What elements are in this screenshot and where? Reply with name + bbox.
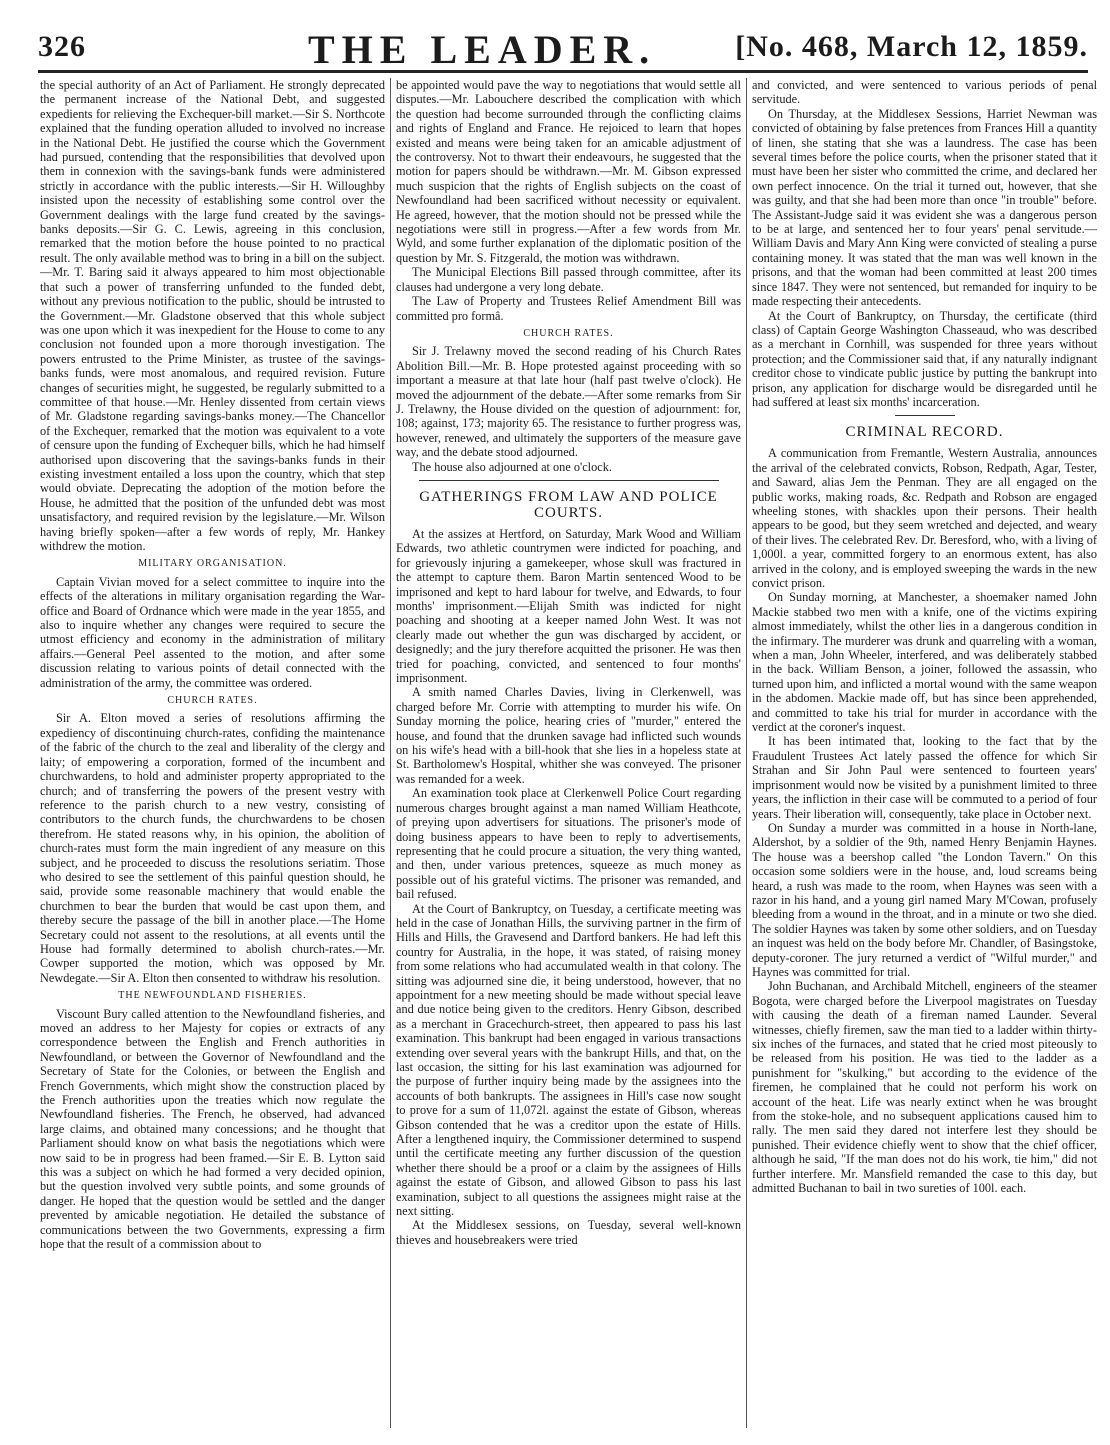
section-subheading: CHURCH RATES.	[167, 695, 258, 707]
article-paragraph: The Municipal Elections Bill passed through committee, after its clauses had undergone a very long debate.	[396, 265, 741, 294]
article-paragraph: At the Court of Bankruptcy, on Thursday, the certificate (third class) of Captain George Washington Chasseaud, who was described as a merchant in Cornhill, was suspended for three years without protection; and the Commissioner said that, if any naturally indignant creditor chose to vindicate public justice by putting the bankrupt into prison, any application for discharge would be disregarded until he had suffered at least six months' incarceration.	[752, 308, 1097, 409]
article-paragraph: The house also adjourned at one o'clock.	[412, 459, 612, 474]
column-1	[40, 78, 385, 1433]
article-paragraph: It has been intimated that, looking to the fact that by the Fraudulent Trustees Act lately passed the offence for which Sir Strahan and Sir John Paul were sentenced to fourteen years' imprisonment would now be visited by a punishment limited to three years, the infliction in their case will be commuted to a period of four years. Their liberation will, consequently, take place in October next.	[752, 734, 1097, 821]
article-paragraph: The Law of Property and Trustees Relief Amendment Bill was committed pro formâ.	[396, 294, 741, 323]
section-subheading: THE NEWFOUNDLAND FISHERIES.	[118, 990, 307, 1002]
article-paragraph: On Sunday a murder was committed in a house in North-lane, Aldershot, by a soldier of the 9th, named Henry Benjamin Haynes. The house was a beershop called "the London Tavern." On this occasion some soldiers were in the house, and, loud screams being heard, a rush was made to the room, when Haynes was seen with a razor in his hand, and a young girl named Mary M'Cowan, profusely bleeding from a wound in the throat, and in a minute or two she died. The soldier Haynes was taken by some other soldiers, and on Tuesday an inquest was held on the body before Mr. Chandler, of Basingstoke, deputy-coroner. The jury returned a verdict of "Wilful murder," and Haynes was committed for trial.	[752, 820, 1097, 979]
article-paragraph: Sir J. Trelawny moved the second reading of his Church Rates Abolition Bill.—Mr. B. Hope protested against proceeding with so important a measure at that late hour (half past twelve o'clock). He moved the adjournment of the debate.—After some remarks from Sir J. Trelawny, the House divided on the question of adjournment: for, 108; against, 173; majority 65. The resistance to further progress was, however, renewed, and ultimately the supporters of the measure gave way, and the debate stood adjourned.	[396, 344, 741, 460]
column-divider	[746, 78, 747, 1428]
issue-info: [No. 468, March 12, 1859.	[735, 30, 1088, 63]
section-heading: CRIMINAL RECORD.	[845, 424, 1004, 441]
article-paragraph: Captain Vivian moved for a select committee to inquire into the effects of the alterations in military organisation regarding the War-office and Board of Ordnance which were made in the year 1855, and also to inquire whether any changes were required to secure the utmost efficiency and economy in the administration of military affairs.—General Peel assented to the motion, and after some discussion relating to various points of detail connected with the administration of the army, the committee was ordered.	[40, 574, 385, 690]
section-heading: GATHERINGS FROM LAW AND POLICE COURTS.	[419, 488, 718, 521]
article-paragraph: A smith named Charles Davies, living in Clerkenwell, was charged before Mr. Corrie with attempting to murder his wife. On Sunday morning the police, hearing cries of "murder," entered the house, and found that the drunken savage had inflicted such wounds on his wife's head with a bill-hook that she lies in a hopeless state at St. Bartholomew's Hospital, whither she was conveyed. The prisoner was remanded for a week.	[396, 685, 741, 786]
section-subheading: CHURCH RATES.	[523, 327, 614, 339]
column-divider	[390, 78, 391, 1428]
article-paragraph: Sir A. Elton moved a series of resolutions affirming the expediency of discontinuing church-rates, confiding the maintenance of the fabric of the church to the zeal and liberality of the clergy and laity; of empowering a corporation, formed of the incumbent and churchwardens, to hold and administer property appropriated to the church; and of transferring the powers of the present vestry with reference to the parish church to a new vestry, consisting of contributors to the church funds, the churchwardens to be chosen therefrom. He stated reasons why, in his opinion, the abolition of church-rates must form the main ingredient of any measure on this subject, and he proceeded to discuss the resolutions seriatim. Those who desired to see the settlement of this painful question should, he said, provide some reasonable machinery that would enable the churchmen to bear the burden that would be cast upon them, and thereby secure the passage of the bill in another place.—The Home Secretary could not assent to the resolutions, at all events until the House had formally determined to abolish church-rates.—Mr. Cowper supported the motion, which was opposed by Mr. Newdegate.—Sir A. Elton then consented to withdraw his resolution.	[40, 711, 385, 985]
column-2	[396, 78, 741, 1433]
article-paragraph: A communication from Fremantle, Western Australia, announces the arrival of the celebrated convicts, Robson, Redpath, Agar, Tester, and Saward, alias Jem the Penman. They are all engaged on the public works, making roads, &c. Redpath and Robson are engaged wheeling stones, with shackles upon their persons. Their health appears to be good, but they seem wretched and dejected, and weary of their lives. The celebrated Rev. Dr. Beresford, who, with a living of 1,000l. a year, committed forgery to an enormous extent, has also arrived in the colony, and is employed sweeping the wards in the new convict prison.	[752, 446, 1097, 590]
article-paragraph: and convicted, and were sentenced to various periods of penal servitude.	[752, 78, 1097, 107]
article-paragraph: At the Middlesex sessions, on Tuesday, several well-known thieves and housebreakers were tried	[396, 1218, 741, 1247]
masthead	[38, 22, 1088, 70]
section-rule	[419, 480, 719, 481]
article-paragraph: On Sunday morning, at Manchester, a shoemaker named John Mackie stabbed two men with a knife, one of the victims expiring almost immediately, whilst the other lies in a dangerous condition in the infirmary. The murderer was drunk and quarreling with a woman, when a man, John Wheeler, interfered, and was deliberately stabbed in the back. William Benson, a joiner, followed the assassin, who turned upon him, and inflicted a mortal wound with the same weapon in the abdomen. Mackie made off, but has since been apprehended, and committed to take his trial for murder in accordance with the verdict at the coroner's inquest.	[752, 590, 1097, 735]
column-3	[752, 78, 1097, 1433]
article-paragraph: be appointed would pave the way to negotiations that would settle all disputes.—Mr. Labouchere described the complication with which the question had become surrounded through the conflicting claims and rights of England and France. He rejoiced to learn that hopes existed and means were being taken for an amicable adjustment of the controversy. Not to thwart their endeavours, he suggested that the motion for papers should be withdrawn.—Mr. M. Gibson expressed much suspicion that the rights of English subjects on the coast of Newfoundland had been sacrificed without necessity or equivalent. He agreed, however, that the motion should not be pressed while the negotiations were still in progress.—After a few words from Mr. Wyld, and some further explanation of the diplomatic position of the question by Mr. S. Fitzgerald, the motion was withdrawn.	[396, 78, 741, 265]
article-paragraph: the special authority of an Act of Parliament. He strongly deprecated the permanent increase of the National Debt, and suggested expedients for relieving the Exchequer-bill market.—Sir S. Northcote explained that the funding operation alluded to involved no increase in the National Debt. He justified the course which the Government had pursued, contending that the responsibilities that devolved upon them in connexion with the savings-bank funds were administered strictly in accordance with the public interests.—Sir H. Willoughby insisted upon the necessity of establishing some control over the Government dealings with the large fund created by the savings-banks deposits.—Sir G. C. Lewis, agreeing in this conclusion, remarked that the motion before the house pointed to no practical result. The only available method was to bring in a bill on the subject.—Mr. T. Baring said it always appeared to him most objectionable that such a power of transferring unfunded to the funded debt, without any previous notification to the public, should be intrusted to the Government.—Mr. Gladstone observed that this whole subject was one upon which it was inexpedient for the House to come to any conclusion not founded upon a more thorough investigation. The powers entrusted to the Prime Minister, as trustee of the savings-banks funds, were most anomalous, and required revision. Future changes of securities might, he suggested, be regularly submitted to a committee of that house.—Mr. Henley dissented from certain views of Mr. Gladstone regarding savings-banks money.—The Chancellor of the Exchequer, remarked that the motion was equivalent to a vote of censure upon the funding of Exchequer bills, which he had himself authorised upon discovering that the savings-banks funds in their existing investment entailed a loss upon the country, which that step would obviate. Deprecating the adoption of the motion before the House, he admitted that the position of the unfunded debt was most unsatisfactory, and required revision by the legislature.—Mr. Wilson having briefly spoken—after a few words of reply, Mr. Hankey withdrew the motion.	[40, 78, 385, 553]
page-number: 326	[38, 30, 86, 63]
article-paragraph: On Thursday, at the Middlesex Sessions, Harriet Newman was convicted of obtaining by false pretences from Frances Hill a quantity of linen, she stating that she was a laundress. The case has been several times before the police courts, when the prisoner stated that it must have been her sister who committed the crime, and declared her own perfect innocence. On the trial it turned out, however, that she was guilty, and that she had been more than once "in trouble" before. The Assistant-Judge said it was evident she was a dangerous person to be at large, and sentenced her to four years' penal servitude.—William Davis and Mary Ann King were convicted of stealing a purse containing money. It was stated that the man was well known in the prisons, and that the woman had been committed at least 200 times since 1847. They were not sentenced, but remanded for inquiry to be made respecting their antecedents.	[752, 106, 1097, 309]
section-subheading: MILITARY ORGANISATION.	[138, 558, 287, 570]
article-paragraph: At the assizes at Hertford, on Saturday, Mark Wood and William Edwards, two athletic countrymen were indicted for poaching, and for grievously injuring a gamekeeper, whose skull was fractured in the attempt to capture them. Baron Martin sentenced Wood to be imprisoned and kept to hard labour for twelve, and Edwards, to four months' imprisonment.—Elijah Smith was indicted for night poaching and shooting at a keeper named John West. It was not clearly made out whether the gun was discharged by accident, or designedly; and the jury therefore acquitted the prisoner. He was then tried for poaching, convicted, and sentenced to four months' imprisonment.	[396, 526, 741, 686]
newspaper-title: THE LEADER.	[308, 27, 657, 72]
article-paragraph: An examination took place at Clerkenwell Police Court regarding numerous charges brought against a man named William Heathcote, of preying upon advertisers for situations. The prisoner's mode of doing business appears to have been to reply to advertisements, representing that he could procure a situation, the very thing wanted, and then, under various pretences, squeeze as much money as possible out of his grateful victims. The prisoner was remanded, and bail refused.	[396, 786, 741, 902]
header-rule	[38, 70, 1088, 73]
section-rule	[895, 415, 955, 416]
article-paragraph: John Buchanan, and Archibald Mitchell, engineers of the steamer Bogota, were charged before the Liverpool magistrates on Tuesday with causing the death of a fireman named Launder. Several witnesses, chiefly firemen, saw the man tied to a ladder within thirty-six inches of the furnaces, and stated that he cried most piteously to be released from his position. He was tied to the ladder as a punishment for "skulking," but according to the evidence of the firemen, he complained that he could not perform his work on account of the heat. Life was nearly extinct when he was brought from the stoke-hole, and no subsequent applications caused him to rally. The men said they dared not interfere lest they should be punished. Their evidence chiefly went to show that the chief officer, although he said, "If the man does not do his work, tie him," did not further interfere. Mr. Mansfield remanded the case to this day, but admitted Buchanan to bail in two sureties of 100l. each.	[752, 979, 1097, 1196]
article-paragraph: At the Court of Bankruptcy, on Tuesday, a certificate meeting was held in the case of Jonathan Hills, the surviving partner in the firm of Hills and Hills, the Gravesend and Dartford bankers. He had left this country for Australia, in the hope, it was stated, of raising money from some relations who had accumulated wealth in that colony. The sitting was adjourned sine die, it being understood, however, that no appointment for a new meeting should be made without special leave and due notice being given to the creditors. Henry Gibson, described as a merchant in Gracechurch-street, then appeared to pass his last examination. This bankrupt had been engaged in various transactions extending over several years with the bankrupt Hills, and that, on the last occasion, the sitting for his last examination was adjourned for the purpose of further inquiry being made by the assignees into the accounts of both bankrupts. The assignees in Hill's case now sought to prove for a sum of 11,072l. against the estate of Gibson, whereas Gibson contended that he was a creditor upon the estate of Hills. After a lengthened inquiry, the Commissioner determined to suspend until the certificate meeting any further discussion of the question whether there should be a proof or a claim by the assignees of Hills against the estate of Gibson, and allowed Gibson to pass his last examination, subject to all questions the assignees might raise at the next sitting.	[396, 901, 741, 1219]
article-paragraph: Viscount Bury called attention to the Newfoundland fisheries, and moved an address to her Majesty for copies or extracts of any correspondence between the English and French authorities in Newfoundland, or between the Governor of Newfoundland and the Secretary of State for the Colonies, or between the English and French Governments, which might show the construction placed by the French authorities upon the treaties which now regulate the Newfoundland fisheries. The French, he observed, had advanced large claims, and obtained many concessions; and he thought that Parliament should know on what basis the negotiations which were now said to be in progress had been framed.—Sir E. B. Lytton said this was a subject on which he had formed a very decided opinion, but the question involved very subtle points, and some grounds of danger. He hoped that the question would be settled and the danger prevented by amicable negotiation. He detailed the substance of communications between the two Governments, expressing a firm hope that the result of a commission about to	[40, 1006, 385, 1252]
